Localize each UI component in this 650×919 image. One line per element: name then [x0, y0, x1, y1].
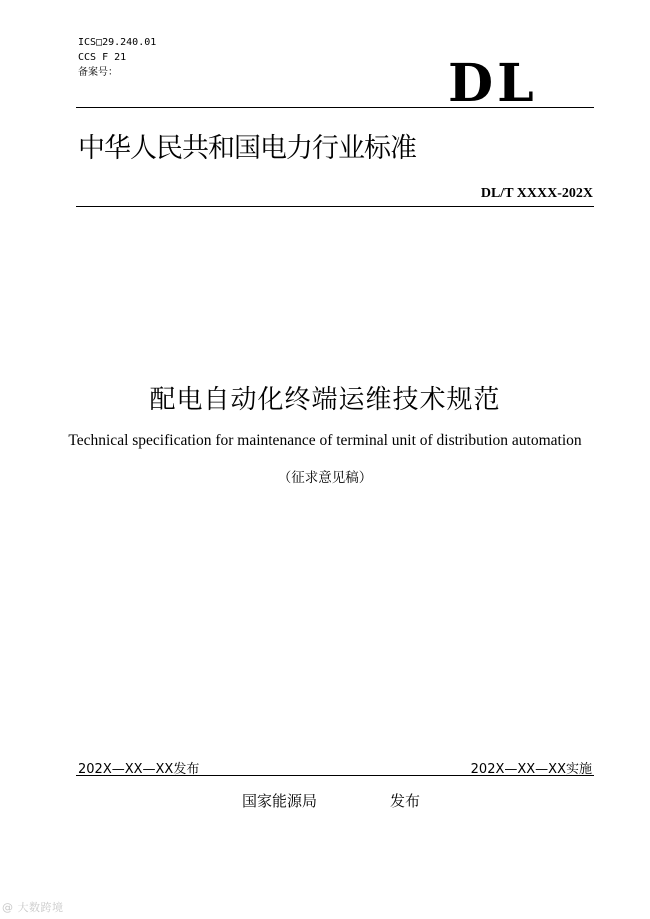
document-title-cn: 配电自动化终端运维技术规范: [149, 385, 501, 415]
number-divider: [76, 206, 594, 207]
effective-date: 202X—XX—XX实施: [470, 762, 592, 777]
ccs-code: CCS F 21: [78, 52, 127, 63]
issuing-authority: 国家能源局: [242, 792, 318, 810]
draft-status-label: （征求意见稿）: [277, 470, 373, 486]
watermark: @ 大数跨境: [2, 901, 64, 914]
filing-number-label: 备案号：: [78, 67, 118, 78]
header-divider: [76, 107, 594, 108]
org-title: 中华人民共和国电力行业标准: [78, 133, 416, 164]
footer-divider: [76, 775, 594, 776]
document-title-en: Technical specification for maintenance of terminal unit of distribution automation: [68, 432, 582, 449]
ics-code: ICS□29.240.01: [78, 37, 157, 48]
classification-block: [78, 35, 156, 80]
standard-number: DL/T XXXX-202X: [480, 186, 593, 201]
publish-date: 202X—XX—XX发布: [78, 762, 200, 777]
dl-logo: DL: [448, 53, 538, 114]
issuer-action: 发布: [390, 792, 421, 810]
